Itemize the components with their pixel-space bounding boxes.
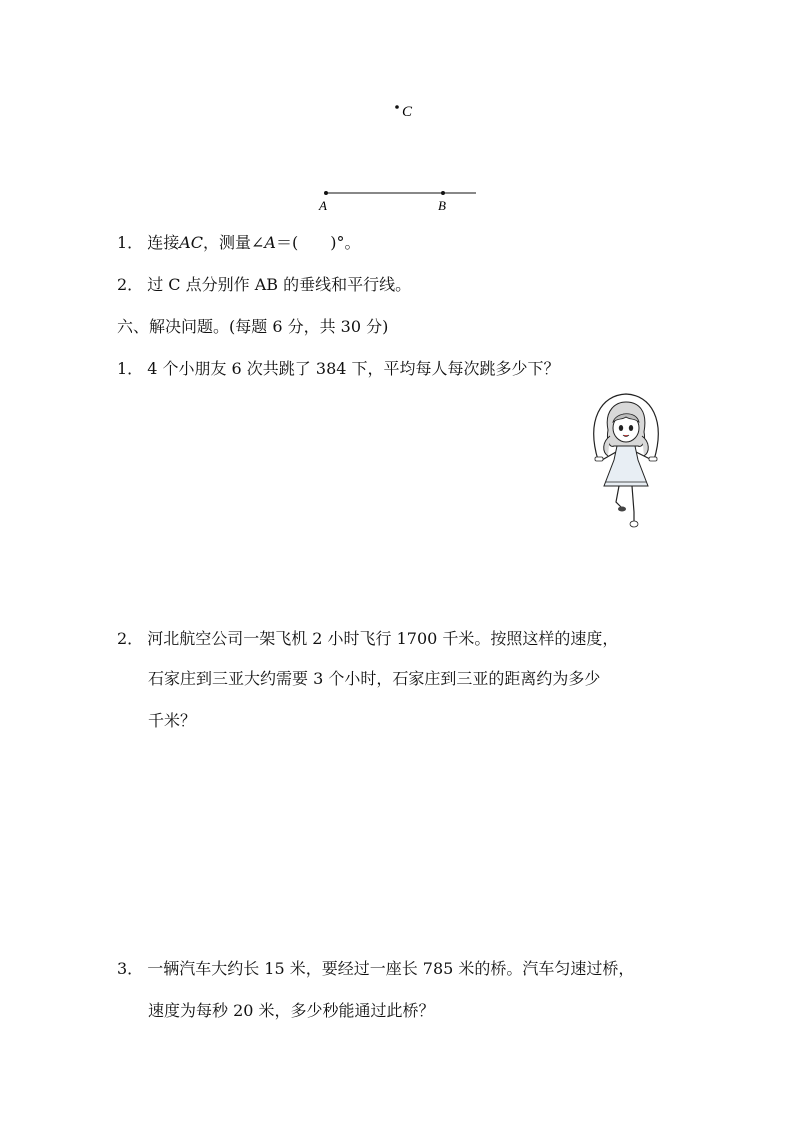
point-a-label: A	[319, 198, 327, 213]
question-6-2-line-3: 千米？	[148, 711, 197, 730]
question-5-1	[117, 232, 360, 254]
section-heading: 六、解决问题。(每题 6 分，共 30 分)	[117, 317, 389, 336]
point-b-label: B	[438, 198, 446, 213]
angle-a: A	[264, 233, 276, 252]
question-text: ，测量∠	[203, 233, 265, 252]
question-text: 连接	[147, 233, 180, 252]
jump-rope-girl-illustration	[586, 390, 666, 535]
question-text: 4 个小朋友 6 次共跳了 384 下，平均每人每次跳多少下？	[147, 359, 560, 378]
question-6-2-line-2: 石家庄到三亚大约需要 3 个小时，石家庄到三亚的距离约为多少	[148, 669, 601, 688]
geometry-diagram	[0, 0, 794, 240]
point-c-label: C	[402, 104, 413, 120]
question-number: 1．	[117, 233, 144, 252]
point-a-dot	[324, 191, 328, 195]
question-6-2-line-1	[117, 628, 618, 650]
point-b-dot	[441, 191, 445, 195]
question-6-1	[117, 358, 560, 380]
question-number: 3．	[117, 959, 144, 978]
question-6-3-line-2: 速度为每秒 20 米，多少秒能通过此桥？	[148, 1001, 435, 1020]
question-text: 河北航空公司一架飞机 2 小时飞行 1700 千米。按照这样的速度，	[147, 629, 619, 648]
question-number: 2．	[117, 275, 144, 294]
question-5-2	[117, 274, 411, 296]
question-number: 2．	[117, 629, 144, 648]
question-text: 一辆汽车大约长 15 米，要经过一座长 785 米的桥。汽车匀速过桥，	[147, 959, 635, 978]
question-6-3-line-1	[117, 958, 634, 980]
answer-blank: ＝( )°。	[275, 233, 361, 252]
question-number: 1．	[117, 359, 144, 378]
segment-ac: AC	[179, 233, 203, 252]
point-c-dot	[395, 105, 399, 109]
question-text: 过 C 点分别作 AB 的垂线和平行线。	[147, 275, 412, 294]
